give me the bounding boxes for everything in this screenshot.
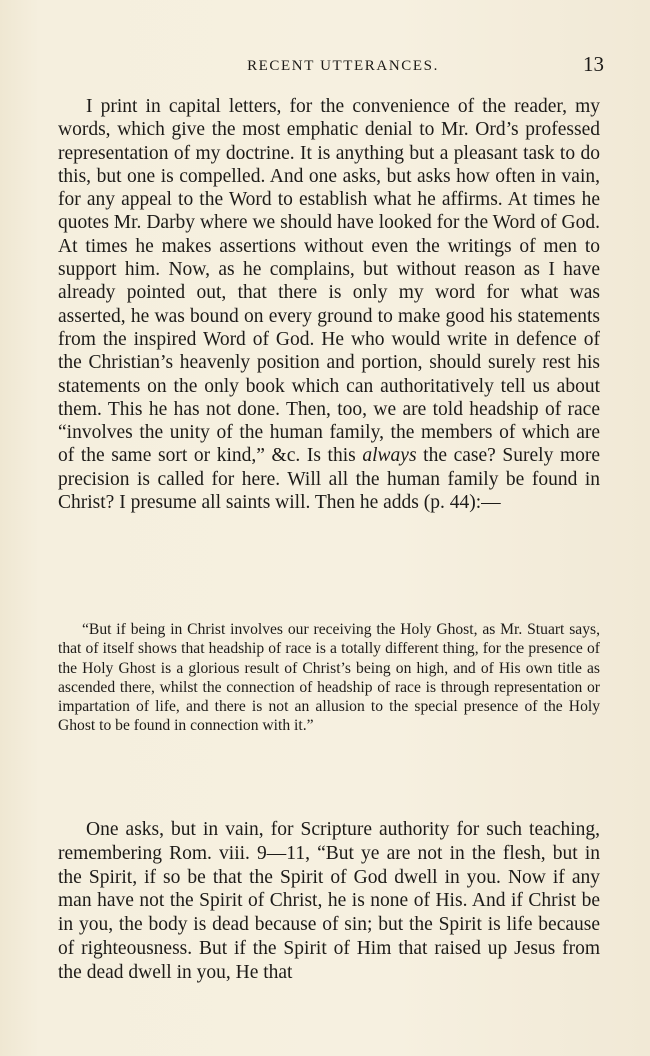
- paragraph-1-text-continued: the case? Surely more precision is called for here. Will all the human family be found in Christ? I presume all saints will. Then he adds (p. 44):—: [58, 445, 601, 514]
- block-quote: “But if being in Christ involves our receiving the Holy Ghost, as Mr. Stuart says, that of itself shows that headship of race is a totally different thing, for the presence of the Holy Ghost is a glorious result of Christ’s being on high, and of His own title as ascended there, whilst the connection of headship of race is through representation or impartation of life, and there is not an allusion to the special presence of the Holy Ghost to be found in connection with it.”: [58, 621, 600, 735]
- italic-word-always: always: [362, 445, 417, 467]
- page-number: 13: [583, 52, 604, 76]
- paragraph-2: One asks, but in vain, for Scripture authority for such teaching, remembering Rom. viii. 9—11, “But ye are not in the flesh, but in the Spirit, if so be that the Spirit of God dwell in you. Now if any man have not the Spirit of Christ, he is none of His. And if Christ be in you, the body is dead because of sin; but the Spirit is life because of righteousness. But if the Spirit of Him that raised up Jesus from the dead dwell in you, He that: [58, 819, 600, 983]
- page-header: [58, 52, 628, 82]
- running-head: RECENT UTTERANCES.: [247, 58, 439, 74]
- paragraph-1: [58, 95, 600, 514]
- paragraph-1-text: I print in capital letters, for the convenience of the reader, my words, which give the most emphatic denial to Mr. Ord’s professed representation of my doctrine. It is anything but a pleasant task to do this, but one is compelled. And one asks, but asks how often in vain, for any appeal to the Word to establish what he affirms. At times he quotes Mr. Darby where we should have looked for the Word of God. At times he makes assertions without even the writings of men to support him. Now, as he complains, but without reason as I have already pointed out, that there is only my word for what was asserted, he was bound on every ground to make good his statements from the inspired Word of God. He who would write in defence of the Christian’s heavenly position and portion, should surely rest his statements on the only book which can authoritatively tell us about them. This he has not done. Then, too, we are told headship of race “involves the unity of the human family, the members of which are of the same sort or kind,” &c. Is this: [58, 96, 600, 467]
